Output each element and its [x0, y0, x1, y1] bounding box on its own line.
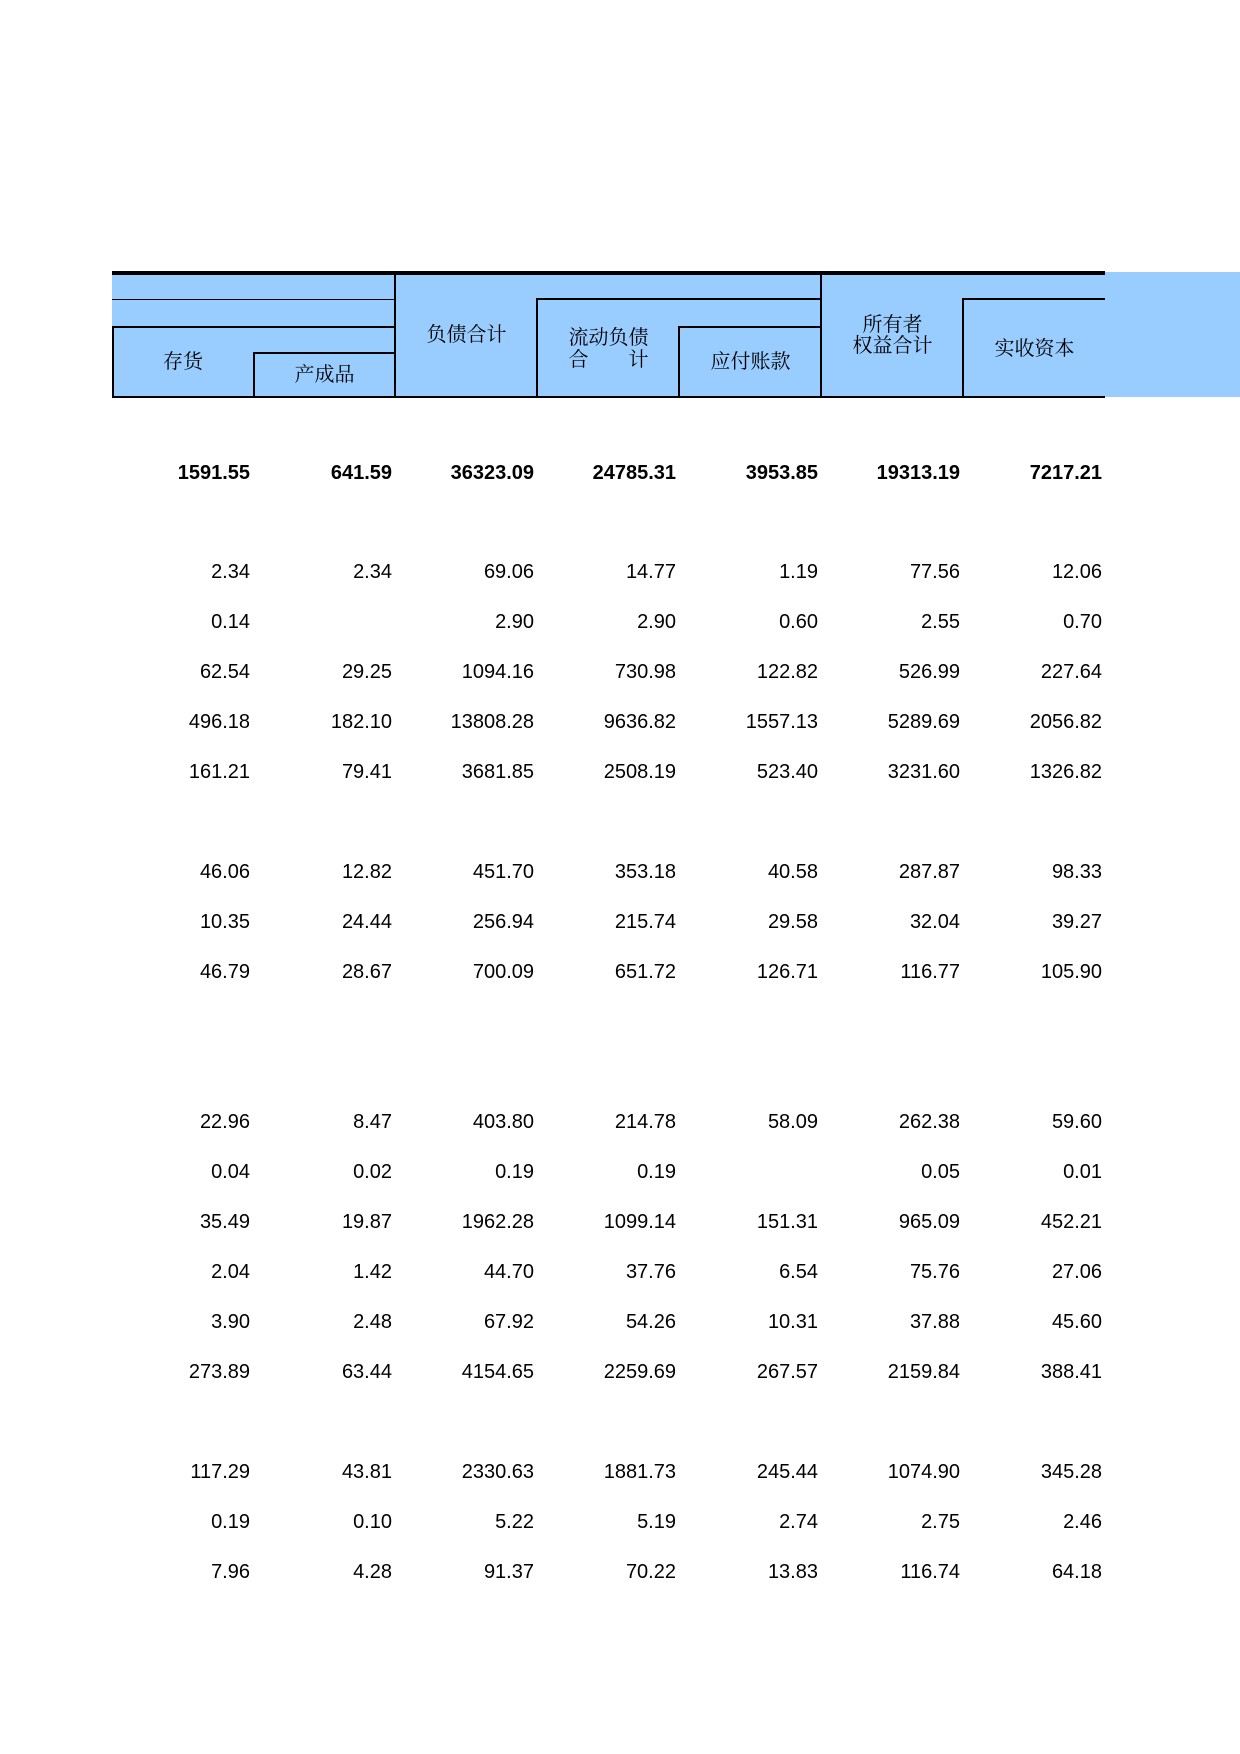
table-cell: 2056.82	[1029, 711, 1102, 733]
table-cell: 19313.19	[876, 462, 960, 484]
header-total-liabilities: 负债合计	[426, 322, 507, 346]
table-cell: 79.41	[341, 761, 392, 783]
table-cell: 2259.69	[603, 1361, 676, 1383]
table-cell: 77.56	[909, 561, 960, 583]
table-cell: 1326.82	[1029, 761, 1102, 783]
table-cell: 1962.28	[461, 1211, 534, 1233]
table-cell: 70.22	[625, 1561, 676, 1583]
table-cell: 5.19	[637, 1511, 676, 1533]
table-cell: 523.40	[756, 761, 818, 783]
table-cell: 45.60	[1051, 1311, 1102, 1333]
table-cell: 12.06	[1051, 561, 1102, 583]
table-cell: 1094.16	[461, 661, 534, 683]
table-cell: 116.74	[900, 1561, 960, 1583]
table-cell: 9636.82	[603, 711, 676, 733]
table-cell: 54.26	[625, 1311, 676, 1333]
table-cell: 67.92	[483, 1311, 534, 1333]
table-cell: 273.89	[188, 1361, 250, 1383]
table-cell: 29.25	[341, 661, 392, 683]
header-owners-equity-line1: 所有者	[862, 312, 923, 336]
table-cell: 700.09	[472, 961, 534, 983]
table-cell: 29.58	[767, 911, 818, 933]
table-cell: 58.09	[767, 1111, 818, 1133]
table-cell: 0.01	[1063, 1161, 1102, 1183]
table-cell: 403.80	[472, 1111, 534, 1133]
table-row	[0, 707, 1240, 737]
header-owners-equity-line2: 权益合计	[852, 333, 933, 357]
table-cell: 13808.28	[450, 711, 534, 733]
table-cell: 43.81	[341, 1461, 392, 1483]
table-cell: 267.57	[756, 1361, 818, 1383]
table-row	[0, 1507, 1240, 1537]
table-cell: 0.19	[495, 1161, 534, 1183]
table-cell: 1591.55	[177, 462, 250, 484]
table-cell: 227.64	[1040, 661, 1102, 683]
table-row	[0, 1107, 1240, 1137]
table-cell: 2.74	[779, 1511, 818, 1533]
table-cell: 117.29	[190, 1461, 250, 1483]
table-cell: 126.71	[756, 961, 818, 983]
table-cell: 7.96	[211, 1561, 250, 1583]
table-row	[0, 1257, 1240, 1287]
table-cell: 19.87	[341, 1211, 392, 1233]
table-cell: 4.28	[353, 1561, 392, 1583]
table-cell: 526.99	[898, 661, 960, 683]
header-paid-in-capital: 实收资本	[994, 336, 1075, 360]
table-row	[0, 657, 1240, 687]
table-cell: 262.38	[898, 1111, 960, 1133]
table-cell: 245.44	[756, 1461, 818, 1483]
table-cell: 40.58	[767, 861, 818, 883]
table-cell: 63.44	[341, 1361, 392, 1383]
table-cell: 2508.19	[603, 761, 676, 783]
table-cell: 2330.63	[461, 1461, 534, 1483]
table-cell: 36323.09	[450, 462, 534, 484]
table-cell: 1.19	[779, 561, 818, 583]
table-cell: 4154.65	[461, 1361, 534, 1383]
table-row	[0, 557, 1240, 587]
table-row	[0, 1157, 1240, 1187]
table-cell: 2.34	[211, 561, 250, 583]
table-cell: 2.90	[637, 611, 676, 633]
header-current-liabilities-line1: 流动负债	[568, 325, 649, 349]
table-cell: 1557.13	[745, 711, 818, 733]
table-cell: 69.06	[483, 561, 534, 583]
table-cell: 2.55	[921, 611, 960, 633]
table-cell: 641.59	[330, 462, 392, 484]
table-cell: 24.44	[341, 911, 392, 933]
table-cell: 215.74	[614, 911, 676, 933]
table-cell: 151.31	[756, 1211, 818, 1233]
table-cell: 46.79	[199, 961, 250, 983]
table-cell: 5.22	[495, 1511, 534, 1533]
table-cell: 0.60	[779, 611, 818, 633]
table-cell: 39.27	[1051, 911, 1102, 933]
table-cell: 91.37	[483, 1561, 534, 1583]
table-cell: 3681.85	[461, 761, 534, 783]
table-cell: 64.18	[1051, 1561, 1102, 1583]
table-cell: 37.76	[625, 1261, 676, 1283]
header-current-liabilities-line2: 合 计	[568, 347, 649, 371]
table-cell: 3.90	[211, 1311, 250, 1333]
table-cell: 256.94	[472, 911, 534, 933]
table-cell: 730.98	[614, 661, 676, 683]
table-cell: 10.31	[767, 1311, 818, 1333]
table-cell: 452.21	[1040, 1211, 1102, 1233]
table-cell: 98.33	[1051, 861, 1102, 883]
table-row	[0, 1557, 1240, 1587]
table-cell: 0.04	[211, 1161, 250, 1183]
table-cell: 7217.21	[1029, 462, 1102, 484]
table-cell: 0.19	[637, 1161, 676, 1183]
table-cell: 1074.90	[887, 1461, 960, 1483]
table-cell: 46.06	[199, 861, 250, 883]
table-cell: 388.41	[1040, 1361, 1102, 1383]
table-row	[0, 1207, 1240, 1237]
header-inventory: 存货	[163, 349, 203, 373]
table-row	[0, 607, 1240, 637]
table-cell: 0.19	[211, 1511, 250, 1533]
table-cell: 6.54	[779, 1261, 818, 1283]
table-cell: 122.82	[756, 661, 818, 683]
table-cell: 0.05	[921, 1161, 960, 1183]
table-row	[0, 1457, 1240, 1487]
table-cell: 32.04	[909, 911, 960, 933]
table-cell: 75.76	[909, 1261, 960, 1283]
table-cell: 3231.60	[887, 761, 960, 783]
table-cell: 2.75	[921, 1511, 960, 1533]
table-cell: 2.48	[353, 1311, 392, 1333]
table-cell: 35.49	[199, 1211, 250, 1233]
header-finished-goods: 产成品	[294, 362, 355, 386]
table-cell: 22.96	[199, 1111, 250, 1133]
table-cell: 451.70	[472, 861, 534, 883]
table-cell: 3953.85	[745, 462, 818, 484]
table-cell: 965.09	[898, 1211, 960, 1233]
table-cell: 2.34	[353, 561, 392, 583]
table-cell: 27.06	[1051, 1261, 1102, 1283]
table-cell: 0.14	[211, 611, 250, 633]
table-cell: 116.77	[900, 961, 960, 983]
table-row	[0, 907, 1240, 937]
table-cell: 2.04	[211, 1261, 250, 1283]
table-row	[0, 1307, 1240, 1337]
table-cell: 496.18	[188, 711, 250, 733]
table-cell: 0.02	[353, 1161, 392, 1183]
table-cell: 345.28	[1040, 1461, 1102, 1483]
table-row	[0, 857, 1240, 887]
table-row	[0, 1357, 1240, 1387]
table-cell: 2.90	[495, 611, 534, 633]
table-cell: 24785.31	[592, 462, 676, 484]
table-cell: 28.67	[341, 961, 392, 983]
table-cell: 10.35	[199, 911, 250, 933]
table-cell: 214.78	[614, 1111, 676, 1133]
table-cell: 0.10	[353, 1511, 392, 1533]
table-cell: 12.82	[341, 861, 392, 883]
table-cell: 287.87	[898, 861, 960, 883]
table-cell: 37.88	[909, 1311, 960, 1333]
table-cell: 1.42	[353, 1261, 392, 1283]
table-cell: 8.47	[353, 1111, 392, 1133]
table-row	[0, 757, 1240, 787]
table-cell: 2.46	[1063, 1511, 1102, 1533]
table-cell: 1099.14	[603, 1211, 676, 1233]
table-cell: 2159.84	[887, 1361, 960, 1383]
table-row	[0, 957, 1240, 987]
table-cell: 1881.73	[603, 1461, 676, 1483]
table-cell: 13.83	[767, 1561, 818, 1583]
table-cell: 59.60	[1051, 1111, 1102, 1133]
table-cell: 353.18	[614, 861, 676, 883]
table-cell: 62.54	[199, 661, 250, 683]
table-cell: 161.21	[188, 761, 250, 783]
table-total-row	[0, 458, 1240, 488]
table-cell: 14.77	[625, 561, 676, 583]
header-accounts-payable: 应付账款	[710, 349, 791, 373]
table-cell: 651.72	[614, 961, 676, 983]
table-cell: 182.10	[330, 711, 392, 733]
table-cell: 5289.69	[887, 711, 960, 733]
table-cell: 105.90	[1040, 961, 1102, 983]
table-cell: 0.70	[1063, 611, 1102, 633]
table-cell: 44.70	[483, 1261, 534, 1283]
